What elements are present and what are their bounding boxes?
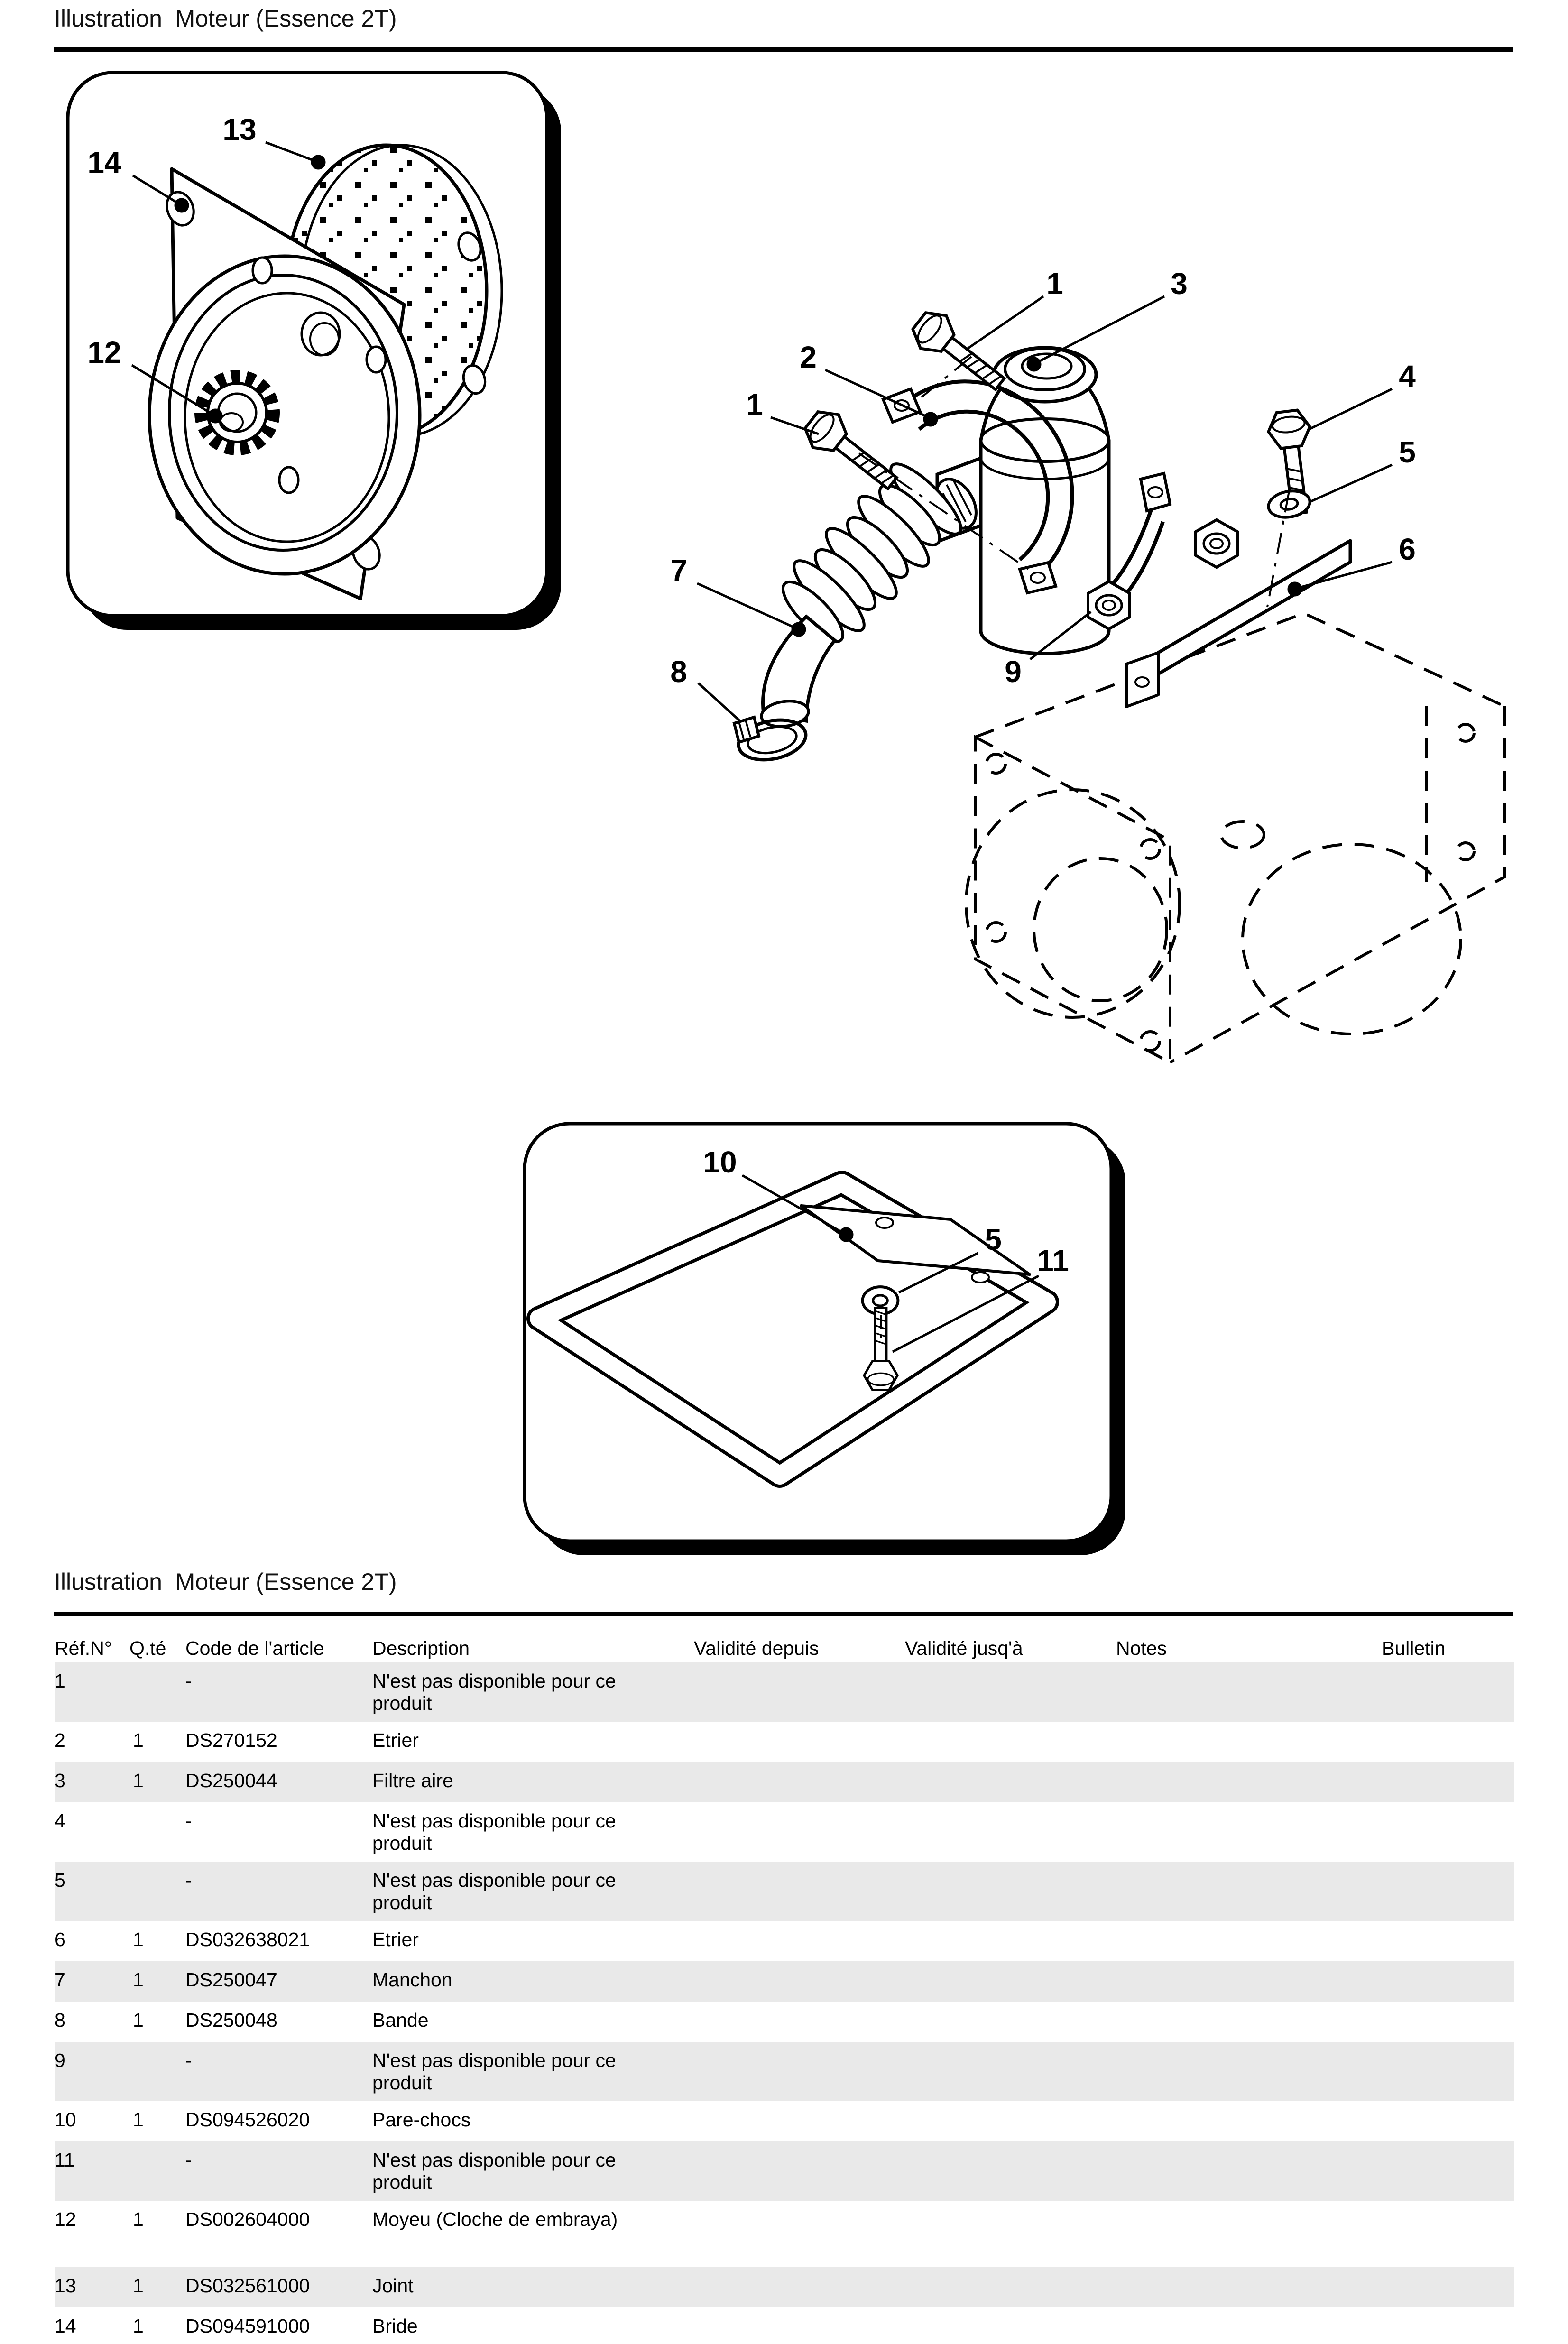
support-bracket: [1126, 541, 1350, 707]
row-code: DS032638021: [185, 1929, 310, 1950]
row-qty: 1: [133, 2208, 144, 2230]
callout-2: 2: [800, 340, 817, 374]
nut-right: [1196, 520, 1237, 567]
table-row: [55, 1961, 1514, 2002]
row-qty: 1: [133, 2109, 144, 2131]
callout-6: 6: [1399, 532, 1416, 566]
row-ref: 2: [55, 1729, 65, 1751]
row-ref: 11: [55, 2149, 75, 2171]
callout-1-top: 1: [1046, 267, 1063, 301]
table-row: [55, 1722, 1514, 1762]
bolt-1a: [906, 305, 1013, 400]
table-row: [55, 2307, 1514, 2344]
header-valid-from: Validité depuis: [694, 1637, 819, 1659]
row-description: Bande: [372, 2009, 429, 2031]
row-description: Pare-chocs: [372, 2109, 471, 2131]
row-qty: 1: [133, 1770, 144, 1791]
header-valid-until: Validité jusq'à: [905, 1637, 1023, 1659]
clutch-bell: [149, 256, 420, 574]
row-ref: 9: [55, 2049, 65, 2071]
callout-5-mid: 5: [1399, 435, 1416, 469]
header-description: Description: [372, 1637, 470, 1659]
row-code: DS250048: [185, 2009, 277, 2031]
row-ref: 3: [55, 1770, 65, 1791]
row-code: DS032561000: [185, 2275, 310, 2297]
section-divider: [54, 1612, 1513, 1616]
row-description: Etrier: [372, 1929, 419, 1950]
row-description: N'est pas disponible pour ce produit: [372, 1670, 616, 1714]
row-description: Filtre aire: [372, 1770, 453, 1791]
row-qty: 1: [133, 2009, 144, 2031]
row-code: DS250044: [185, 1770, 277, 1791]
table-row: [55, 1921, 1514, 1961]
callout-12: 12: [87, 335, 121, 369]
row-ref: 8: [55, 2009, 65, 2031]
row-description: Bride: [372, 2315, 418, 2337]
header-article-code: Code de l'article: [185, 1637, 324, 1659]
row-code: -: [185, 2149, 192, 2171]
callout-1-left: 1: [746, 388, 763, 422]
row-ref: 14: [55, 2315, 76, 2337]
air-filter-body: [928, 348, 1109, 654]
row-code: -: [185, 2049, 192, 2071]
table-row: [55, 2042, 1514, 2101]
table-row: [55, 1662, 1514, 1722]
row-qty: 1: [133, 1969, 144, 1991]
row-code: DS094526020: [185, 2109, 310, 2131]
row-qty: 1: [133, 2315, 144, 2337]
callout-9: 9: [1005, 655, 1022, 689]
manchon-bellows: [760, 455, 969, 729]
page-title: Illustration Moteur (Essence 2T): [54, 5, 397, 32]
row-code: DS250047: [185, 1969, 277, 1991]
callout-4: 4: [1399, 359, 1416, 393]
row-description: Etrier: [372, 1729, 419, 1751]
callout-7: 7: [670, 554, 687, 588]
callout-14: 14: [87, 146, 121, 180]
row-code: DS002604000: [185, 2208, 310, 2230]
row-code: -: [185, 1869, 192, 1891]
row-code: -: [185, 1810, 192, 1832]
header-ref: Réf.N°: [55, 1637, 112, 1659]
nut-9: [1088, 581, 1130, 629]
callout-3: 3: [1171, 267, 1188, 301]
table-row: [55, 2101, 1514, 2141]
row-ref: 4: [55, 1810, 65, 1832]
header-bulletin: Bulletin: [1382, 1637, 1446, 1659]
row-description: N'est pas disponible pour ce produit: [372, 1869, 616, 1913]
row-ref: 13: [55, 2275, 76, 2297]
row-ref: 7: [55, 1969, 65, 1991]
row-description: Moyeu (Cloche de embraya): [372, 2208, 618, 2230]
row-qty: 1: [133, 1929, 144, 1950]
row-qty: 1: [133, 1729, 144, 1751]
header-notes: Notes: [1116, 1637, 1167, 1659]
table-row: [55, 1802, 1514, 1862]
row-description: N'est pas disponible pour ce produit: [372, 2049, 616, 2094]
callout-5-inset: 5: [985, 1222, 1002, 1256]
row-code: DS270152: [185, 1729, 277, 1751]
row-ref: 12: [55, 2208, 76, 2230]
row-code: DS094591000: [185, 2315, 310, 2337]
row-code: -: [185, 1670, 192, 1692]
row-description: N'est pas disponible pour ce produit: [372, 2149, 616, 2193]
parts-table-header: [55, 1637, 1514, 1662]
gearbox-housing-dashed: [966, 613, 1504, 1062]
inset-bumper: [525, 1124, 1125, 1555]
table-row: [55, 1762, 1514, 1802]
header-qty: Q.té: [129, 1637, 166, 1659]
table-row: [55, 1862, 1514, 1921]
row-qty: 1: [133, 2275, 144, 2297]
row-description: Joint: [372, 2275, 414, 2297]
row-ref: 6: [55, 1929, 65, 1950]
section-title: Illustration Moteur (Essence 2T): [54, 1569, 397, 1595]
bolt-1b: [799, 404, 905, 499]
table-row: [55, 2267, 1514, 2307]
row-description: Manchon: [372, 1969, 452, 1991]
table-row: [55, 2002, 1514, 2042]
parts-table: [55, 1662, 1514, 2344]
callout-11: 11: [1037, 1244, 1069, 1278]
table-row: [55, 2201, 1514, 2267]
table-row: [55, 2141, 1514, 2201]
row-ref: 1: [55, 1670, 65, 1692]
row-description: N'est pas disponible pour ce produit: [372, 1810, 616, 1854]
callout-10: 10: [703, 1145, 737, 1179]
row-ref: 5: [55, 1869, 65, 1891]
callout-13: 13: [222, 112, 257, 147]
callout-8: 8: [670, 655, 687, 689]
row-ref: 10: [55, 2109, 76, 2131]
